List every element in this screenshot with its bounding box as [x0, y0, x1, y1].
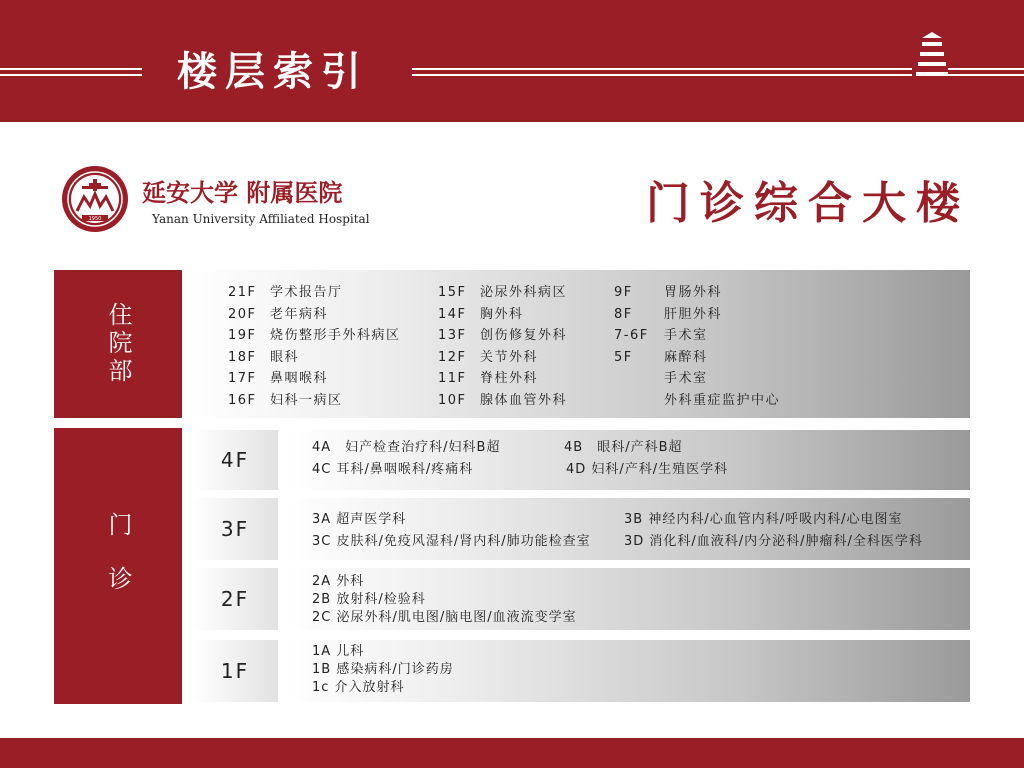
department-name: 妇科一病区: [270, 392, 343, 408]
footer-band: [0, 738, 1024, 768]
floor-box-4f: [192, 430, 278, 490]
floor-number: 12F: [438, 349, 467, 365]
department-name: 手术室: [664, 371, 708, 386]
floor-number: 16F: [228, 392, 257, 408]
floor-row: [438, 368, 567, 390]
department-item: 3C 皮肤科/免疫风湿科/肾内科/肺功能检查室: [312, 534, 591, 549]
department-item: 2B 放射科/检验科: [312, 592, 426, 607]
floor-row: [228, 325, 401, 347]
department-name: 关节外科: [480, 349, 539, 365]
department-name: 脊柱外科: [480, 371, 539, 386]
outpatient-label: [54, 428, 182, 704]
floor-number: 19F: [228, 328, 257, 343]
floor-number: 15F: [438, 285, 467, 300]
floor-row: [438, 390, 567, 412]
floor-label: 4F: [220, 448, 250, 472]
inpatient-column-2: [438, 282, 567, 411]
floor-row: [228, 282, 401, 304]
department-item: 3B 神经内科/心血管内科/呼吸内科/心电图室: [624, 512, 903, 527]
floor-row: [228, 304, 401, 326]
floor-box-1f: [192, 640, 278, 702]
department-name: 眼科: [270, 349, 300, 365]
inpatient-label: [54, 270, 182, 418]
department-name: 胸外科: [480, 306, 524, 322]
department-item: 1c 介入放射科: [312, 680, 405, 695]
floor-number: 18F: [228, 349, 257, 365]
hospital-name-cn: 延安大学 附属医院: [142, 178, 343, 207]
department-item: 1B 感染病科/门诊药房: [312, 662, 454, 677]
department-item: 1A 儿科: [312, 644, 365, 659]
department-item: 2A 外科: [312, 574, 365, 589]
inpatient-column-3: [614, 282, 780, 411]
inpatient-column-1: [228, 282, 401, 411]
outpatient-label-text: 门诊: [104, 512, 132, 620]
floor-number: 5F: [614, 349, 633, 365]
floor-number: 7-6F: [614, 328, 649, 343]
department-name: 腺体血管外科: [480, 392, 568, 408]
department-name: 鼻咽喉科: [270, 371, 329, 386]
department-name: 老年病科: [270, 306, 329, 322]
department-item: 4A 妇产检查治疗科/妇科B超: [312, 440, 501, 455]
page-title: 楼层索引: [177, 49, 369, 95]
department-item: 2C 泌尿外科/肌电图/脑电图/血液流变学室: [312, 610, 577, 625]
department-item: 4C 耳科/鼻咽喉科/疼痛科: [312, 462, 474, 477]
department-name: 烧伤整形手外科病区: [270, 328, 401, 343]
floor-row: [614, 368, 780, 390]
hospital-logo: [60, 164, 130, 234]
floor-row: [438, 282, 567, 304]
floor-row: [614, 282, 780, 304]
department-item: 3D 消化科/血液科/内分泌科/肿瘤科/全科医学科: [624, 534, 923, 549]
header-divider-left: [0, 68, 142, 76]
department-name: 泌尿外科病区: [480, 285, 568, 300]
inpatient-label-text: 住院部: [104, 302, 132, 386]
floor-box-2f: [192, 568, 278, 630]
floor-label: 2F: [220, 587, 250, 611]
floor-row: [438, 304, 567, 326]
floor-row: [228, 347, 401, 369]
floor-number: 17F: [228, 371, 257, 386]
department-name: 麻醉科: [664, 349, 708, 365]
floor-row: [438, 347, 567, 369]
floor-number: 13F: [438, 328, 467, 343]
floor-number: 8F: [614, 306, 633, 322]
floor-number: 14F: [438, 306, 467, 322]
floor-label: 1F: [220, 659, 250, 683]
svg-text:1950: 1950: [88, 216, 102, 222]
department-name: 创伤修复外科: [480, 328, 568, 343]
floor-number: 11F: [438, 371, 467, 386]
pagoda-icon: [908, 30, 948, 80]
department-name: 手术室: [664, 328, 708, 343]
floor-row: [614, 347, 780, 369]
floor-number: 10F: [438, 392, 467, 408]
floor-number: 9F: [614, 285, 633, 300]
floor-row: [614, 325, 780, 347]
floor-number: 21F: [228, 285, 257, 300]
floor-label: 3F: [220, 517, 250, 541]
department-item: 4B 眼科/产科B超: [564, 440, 683, 455]
floor-row: [438, 325, 567, 347]
building-title: 门诊综合大楼: [646, 178, 970, 229]
department-name: 外科重症监护中心: [664, 392, 781, 408]
floor-row: [228, 390, 401, 412]
department-item: 4D 妇科/产科/生殖医学科: [566, 462, 729, 477]
department-name: 肝胆外科: [664, 306, 723, 322]
floor-row: [228, 368, 401, 390]
department-name: 学术报告厅: [270, 285, 343, 300]
floor-box-3f: [192, 498, 278, 560]
floor-row: [614, 390, 780, 412]
department-item: 3A 超声医学科: [312, 512, 407, 527]
hospital-name-en: Yanan University Affiliated Hospital: [152, 212, 370, 226]
department-name: 胃肠外科: [664, 285, 723, 300]
header-band: [0, 0, 1024, 122]
floor-number: 20F: [228, 306, 257, 322]
floor-row: [614, 304, 780, 326]
